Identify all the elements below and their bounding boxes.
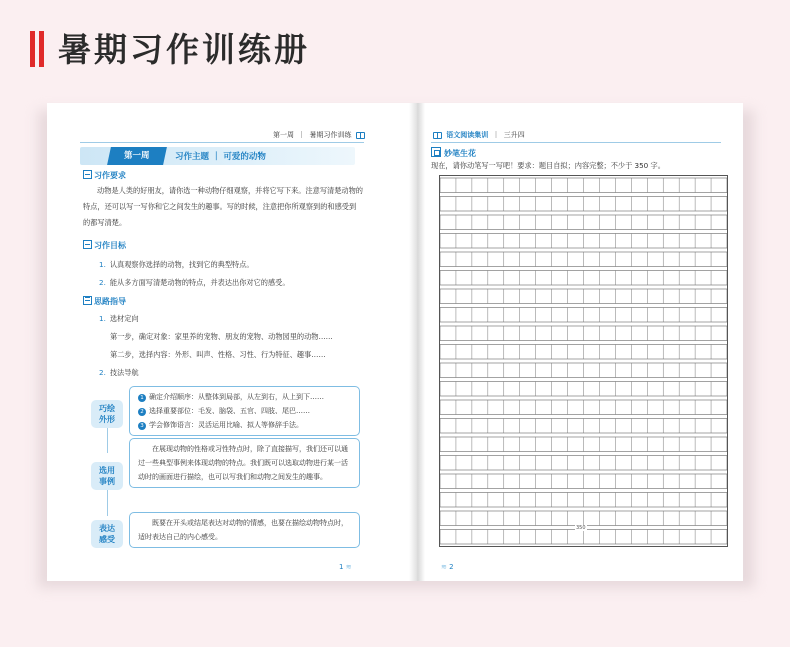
wave-ornament-icon: ≋ <box>345 563 352 571</box>
section-marker-icon <box>83 240 92 249</box>
week-label: 第一周 <box>107 147 167 165</box>
tip-label-examples: 选用 事例 <box>91 462 123 490</box>
section-title: 妙笔生花 <box>431 147 476 159</box>
running-head-title: 暑期习作训练 <box>309 131 352 139</box>
requirements-text: 动物是人类的好朋友，请你选一种动物仔细观察，并将它写下来。注意写清楚动物的特点，还可以写一写你和它之间发生的趣事。写的时候，注意把你所观察到的和感受到的都写清楚。 <box>83 186 363 227</box>
tip-item: 1 确定介绍顺序：从整体到局部，从左到右，从上到下…… <box>138 390 351 404</box>
running-head-rule <box>431 142 721 143</box>
tip-item: 3 学会修饰语言：灵活运用比喻、拟人等修辞手法。 <box>138 418 351 432</box>
section-heading-requirements: 习作要求 <box>83 170 126 181</box>
goal-item: 2. 能从多方面写清楚动物的特点，并表达出你对它的感受。 <box>99 278 290 287</box>
goal-item: 1. 认真观察你选择的动物，找到它的典型特点。 <box>99 260 254 269</box>
open-workbook <box>47 103 743 581</box>
book-icon <box>356 132 365 139</box>
left-page <box>47 103 409 581</box>
section-marker-icon <box>83 170 92 179</box>
tip-label-feelings: 表达 感受 <box>91 520 123 548</box>
section-marker-icon <box>431 147 441 157</box>
guide-step: 1. 选材定向 <box>99 314 139 323</box>
left-running-head: 第一周 ｜ 暑期习作训练 <box>273 130 367 140</box>
tip-connector <box>107 488 108 516</box>
running-head-week: 第一周 <box>273 131 294 139</box>
book-icon <box>433 132 442 139</box>
writing-prompt: 现在，请你动笔写一写吧！要求：题目自拟；内容完整；不少于 350 字。 <box>431 161 665 170</box>
word-count-mark: 350 <box>576 525 586 531</box>
writing-grid-cells <box>440 176 727 546</box>
book-spine <box>409 103 425 581</box>
page-number: ≋ 2 <box>441 563 454 571</box>
guide-step-detail: 第二步，选择内容：外形、叫声、性格、习性、行为特征、趣事…… <box>110 350 326 359</box>
guide-step-detail: 第一步，确定对象：家里养的宠物、朋友的宠物、动物园里的动物…… <box>110 332 333 341</box>
tip-label-shape: 巧绘 外形 <box>91 400 123 428</box>
running-head-rule <box>80 142 364 143</box>
running-head-series: 语文阅读集训 <box>446 131 489 139</box>
section-marker-icon <box>83 296 92 305</box>
section-heading-goals: 习作目标 <box>83 240 126 251</box>
guide-step: 2. 技法导航 <box>99 368 139 377</box>
banner-accent-bar <box>30 31 35 67</box>
right-page <box>425 103 743 581</box>
banner-title: 暑期习作训练册 <box>58 30 310 69</box>
tip-box-examples: 在展现动物的性格或习性特点时，除了直接描写，我们还可以通过一些典型事例来体现动物的特点。我们既可以选取动物进行某一活动时的画面进行描绘，也可以写我们和动物之间发生的趣事。 <box>129 438 360 488</box>
tip-item: 2 选择重要部位：毛发、脑袋、五官、四肢、尾巴…… <box>138 404 351 418</box>
theme-title: 习作主题 ｜ 可爱的动物 <box>175 152 266 162</box>
tip-box-feelings: 既要在开头或结尾表达对动物的情感，也要在描绘动物特点时，适时表达自己的内心感受。 <box>129 512 360 548</box>
section-heading-guide: 思路指导 <box>83 296 126 307</box>
right-running-head: 语文阅读集训 ｜ 三升四 <box>431 130 525 140</box>
tip-box-shape <box>129 386 360 436</box>
page-number: 1 ≋ <box>339 563 352 571</box>
tip-connector <box>107 425 108 453</box>
banner-accent-bar <box>39 31 44 67</box>
wave-ornament-icon: ≋ <box>441 563 447 571</box>
running-head-grade: 三升四 <box>503 131 525 139</box>
writing-grid[interactable] <box>439 175 728 547</box>
